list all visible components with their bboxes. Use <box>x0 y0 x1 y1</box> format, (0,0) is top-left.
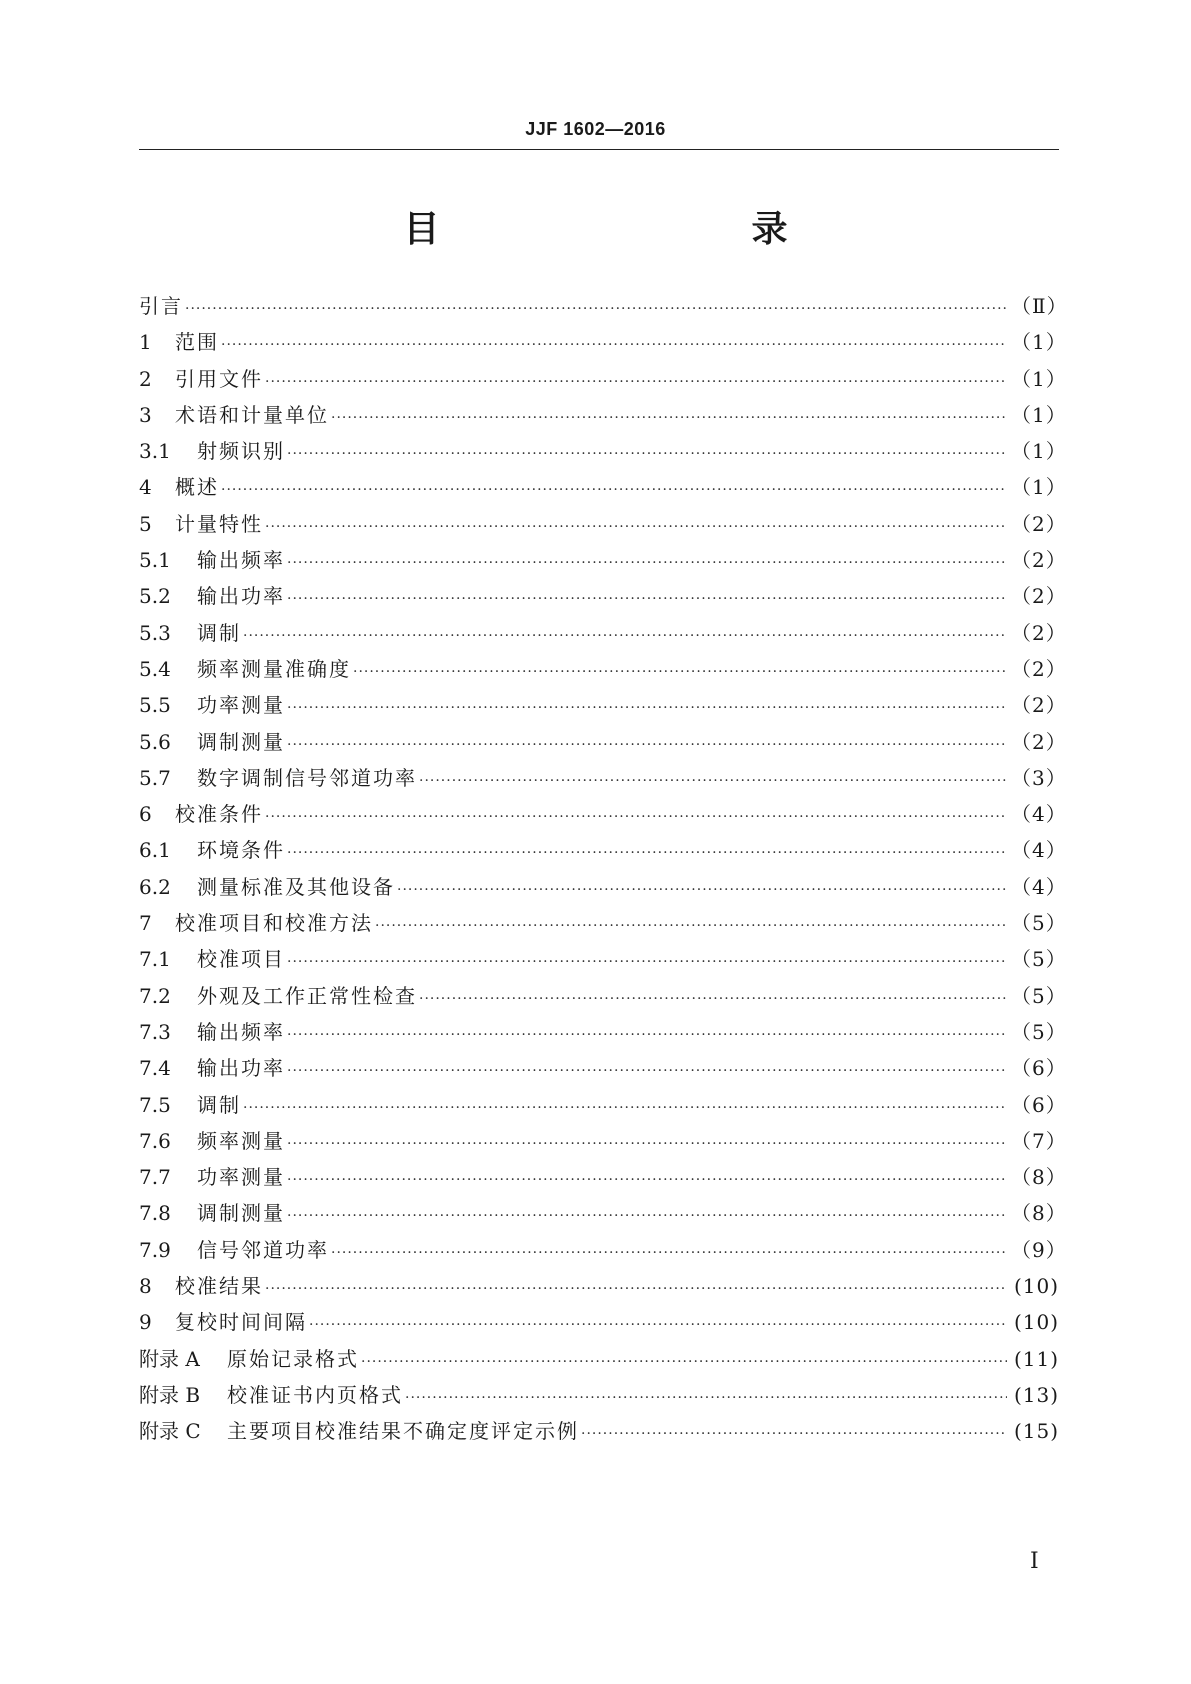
toc-entry <box>139 544 1067 580</box>
toc-leader-dots <box>287 1208 1007 1224</box>
toc-entry <box>139 1270 1059 1306</box>
toc-leader-dots <box>397 882 1007 898</box>
toc-entry-page: （1） <box>1011 402 1067 427</box>
toc-entry-title: 调制 <box>197 1092 241 1117</box>
toc-entry-page: （4） <box>1011 802 1067 827</box>
toc-entry <box>139 617 1067 653</box>
toc-leader-dots <box>221 337 1007 353</box>
toc-entry-page: （3） <box>1011 765 1067 790</box>
toc-entry-page: (11) <box>1013 1346 1059 1371</box>
toc-entry <box>139 1089 1067 1125</box>
toc-entry-page: （6） <box>1011 1092 1067 1117</box>
toc-entry-number: 5.4 <box>139 656 171 681</box>
toc-entry-number: 5.1 <box>139 548 171 573</box>
toc-entry <box>139 435 1067 471</box>
toc-entry-title: 调制测量 <box>197 1201 285 1226</box>
toc-entry <box>139 1016 1067 1052</box>
toc-entry-page: (10) <box>1013 1310 1059 1335</box>
toc-entry <box>139 798 1067 834</box>
toc-entry-number: 5.6 <box>139 729 171 754</box>
toc-entry-number: 3.1 <box>139 439 171 464</box>
toc-entry-number: 1 <box>139 330 152 355</box>
toc-entry-title: 引用文件 <box>175 366 263 391</box>
toc-entry-page: （2） <box>1011 620 1067 645</box>
toc-entry-page: （4） <box>1011 874 1067 899</box>
toc-entry <box>139 943 1067 979</box>
toc-entry-number: 7.9 <box>139 1237 171 1262</box>
toc-entry <box>139 1379 1059 1415</box>
toc-entry <box>139 508 1067 544</box>
toc-entry <box>139 1306 1059 1342</box>
toc-entry-page: （5） <box>1011 983 1067 1008</box>
toc-entry <box>139 689 1067 725</box>
toc-leader-dots <box>375 918 1007 934</box>
toc-entry-number: 7.2 <box>139 983 171 1008</box>
toc-entry <box>139 1197 1067 1233</box>
toc-entry-page: （5） <box>1011 1019 1067 1044</box>
toc-entry-page: （2） <box>1011 584 1067 609</box>
page-title: 目 录 <box>403 209 868 250</box>
toc-entry-number: 8 <box>139 1274 152 1299</box>
toc-entry <box>139 1234 1067 1270</box>
toc-entry-page: (15) <box>1013 1419 1059 1444</box>
toc-entry-page: （2） <box>1011 656 1067 681</box>
table-of-contents <box>139 290 1068 1452</box>
toc-entry-page: （2） <box>1011 729 1067 754</box>
toc-leader-dots <box>221 482 1007 498</box>
toc-entry-title: 频率测量 <box>197 1128 285 1153</box>
toc-entry-title: 信号邻道功率 <box>197 1237 329 1262</box>
toc-leader-dots <box>287 591 1007 607</box>
toc-leader-dots <box>361 1354 1007 1370</box>
toc-entry-title: 测量标准及其他设备 <box>197 874 395 899</box>
toc-entry-number: 5.2 <box>139 584 171 609</box>
toc-entry-page: （6） <box>1011 1056 1067 1081</box>
header-rule <box>139 149 1059 150</box>
toc-leader-dots <box>419 773 1007 789</box>
toc-entry-page: （1） <box>1011 475 1067 500</box>
toc-entry-title: 复校时间间隔 <box>175 1310 307 1335</box>
toc-entry-number: 7 <box>139 911 152 936</box>
toc-leader-dots <box>287 954 1007 970</box>
toc-leader-dots <box>287 1063 1007 1079</box>
toc-entry-title: 校准项目 <box>197 947 285 972</box>
toc-entry-page: （8） <box>1011 1165 1067 1190</box>
toc-entry <box>139 399 1067 435</box>
standard-code: JJF 1602—2016 <box>525 119 666 139</box>
toc-entry-number: 5.5 <box>139 693 171 718</box>
toc-entry-title: 校准证书内页格式 <box>227 1382 403 1407</box>
toc-leader-dots <box>287 1136 1007 1152</box>
toc-entry-page: （5） <box>1011 947 1067 972</box>
toc-entry-title: 校准结果 <box>175 1274 263 1299</box>
toc-leader-dots <box>287 1172 1007 1188</box>
toc-entry <box>139 726 1067 762</box>
toc-leader-dots <box>287 446 1007 462</box>
toc-entry-title: 输出功率 <box>197 1056 285 1081</box>
toc-entry-number: 7.8 <box>139 1201 171 1226</box>
toc-entry-number: 7.1 <box>139 947 171 972</box>
toc-entry-title: 主要项目校准结果不确定度评定示例 <box>227 1419 579 1444</box>
toc-entry <box>139 1125 1067 1161</box>
toc-entry-title: 环境条件 <box>197 838 285 863</box>
toc-leader-dots <box>265 1281 1007 1297</box>
toc-entry-number: 4 <box>139 475 152 500</box>
toc-leader-dots <box>331 1245 1007 1261</box>
toc-entry-number: 6 <box>139 802 152 827</box>
toc-entry-number: 5.3 <box>139 620 171 645</box>
toc-leader-dots <box>243 1100 1007 1116</box>
toc-leader-dots <box>331 410 1007 426</box>
toc-entry-title: 概述 <box>175 475 219 500</box>
toc-entry-number: 7.7 <box>139 1165 171 1190</box>
toc-entry-page: （Ⅱ） <box>1011 294 1068 318</box>
toc-entry-title: 输出频率 <box>197 1019 285 1044</box>
toc-entry-number: 5 <box>139 511 152 536</box>
toc-entry-number: 2 <box>139 366 152 391</box>
toc-entry-title: 输出功率 <box>197 584 285 609</box>
toc-entry-title: 校准条件 <box>175 802 263 827</box>
toc-entry-page: (13) <box>1013 1382 1059 1407</box>
toc-entry-title: 调制 <box>197 620 241 645</box>
toc-entry-number: 7.6 <box>139 1128 171 1153</box>
toc-entry-title: 引言 <box>139 294 183 318</box>
toc-entry-number: 7.5 <box>139 1092 171 1117</box>
toc-entry <box>139 326 1067 362</box>
toc-entry <box>139 1052 1067 1088</box>
page-number: Ⅰ <box>1030 1549 1039 1574</box>
toc-leader-dots <box>265 809 1007 825</box>
toc-entry <box>139 653 1067 689</box>
toc-leader-dots <box>405 1390 1007 1406</box>
toc-leader-dots <box>309 1317 1007 1333</box>
toc-entry <box>139 762 1067 798</box>
toc-entry-title: 射频识别 <box>197 439 285 464</box>
toc-entry-page: （8） <box>1011 1201 1067 1226</box>
toc-leader-dots <box>243 628 1007 644</box>
toc-entry-page: (10) <box>1013 1274 1059 1299</box>
toc-entry-title: 数字调制信号邻道功率 <box>197 765 417 790</box>
toc-entry <box>139 580 1067 616</box>
toc-entry-page: （1） <box>1011 439 1067 464</box>
toc-entry-page: （7） <box>1011 1128 1067 1153</box>
toc-leader-dots <box>353 664 1007 680</box>
toc-leader-dots <box>581 1426 1007 1442</box>
toc-entry-title: 原始记录格式 <box>227 1346 359 1371</box>
toc-entry-title: 功率测量 <box>197 1165 285 1190</box>
toc-entry <box>139 363 1067 399</box>
toc-entry-page: （1） <box>1011 330 1067 355</box>
toc-entry-page: （5） <box>1011 911 1067 936</box>
toc-entry <box>139 290 1068 326</box>
toc-entry <box>139 471 1067 507</box>
toc-entry-page: （2） <box>1011 693 1067 718</box>
toc-entry-number: 5.7 <box>139 765 171 790</box>
toc-entry-title: 范围 <box>175 330 219 355</box>
toc-entry-number: 附录 B <box>139 1382 201 1407</box>
toc-entry <box>139 1161 1067 1197</box>
toc-entry <box>139 980 1067 1016</box>
toc-entry-title: 术语和计量单位 <box>175 402 329 427</box>
toc-entry <box>139 1343 1059 1379</box>
toc-entry-page: （2） <box>1011 511 1067 536</box>
toc-entry <box>139 907 1067 943</box>
toc-leader-dots <box>419 991 1007 1007</box>
toc-entry <box>139 1415 1059 1451</box>
toc-entry-page: （2） <box>1011 548 1067 573</box>
toc-leader-dots <box>287 555 1007 571</box>
toc-entry-page: （4） <box>1011 838 1067 863</box>
toc-leader-dots <box>287 1027 1007 1043</box>
toc-entry-title: 计量特性 <box>175 511 263 536</box>
toc-entry <box>139 871 1067 907</box>
toc-entry-number: 附录 C <box>139 1419 201 1444</box>
toc-entry-number: 7.3 <box>139 1019 171 1044</box>
toc-entry-title: 外观及工作正常性检查 <box>197 983 417 1008</box>
toc-leader-dots <box>287 700 1007 716</box>
toc-leader-dots <box>287 737 1007 753</box>
toc-entry-title: 校准项目和校准方法 <box>175 911 373 936</box>
toc-leader-dots <box>287 845 1007 861</box>
toc-entry-number: 3 <box>139 402 152 427</box>
toc-leader-dots <box>265 519 1007 535</box>
toc-entry-number: 6.2 <box>139 874 171 899</box>
toc-entry-title: 功率测量 <box>197 693 285 718</box>
toc-entry-title: 调制测量 <box>197 729 285 754</box>
toc-entry-title: 频率测量准确度 <box>197 656 351 681</box>
toc-leader-dots <box>265 374 1007 390</box>
toc-leader-dots <box>185 301 1007 317</box>
toc-entry-number: 附录 A <box>139 1346 200 1371</box>
toc-entry <box>139 834 1067 870</box>
toc-entry-title: 输出频率 <box>197 548 285 573</box>
toc-entry-number: 9 <box>139 1310 152 1335</box>
toc-entry-page: （1） <box>1011 366 1067 391</box>
toc-entry-page: （9） <box>1011 1237 1067 1262</box>
toc-entry-number: 6.1 <box>139 838 171 863</box>
toc-entry-number: 7.4 <box>139 1056 171 1081</box>
